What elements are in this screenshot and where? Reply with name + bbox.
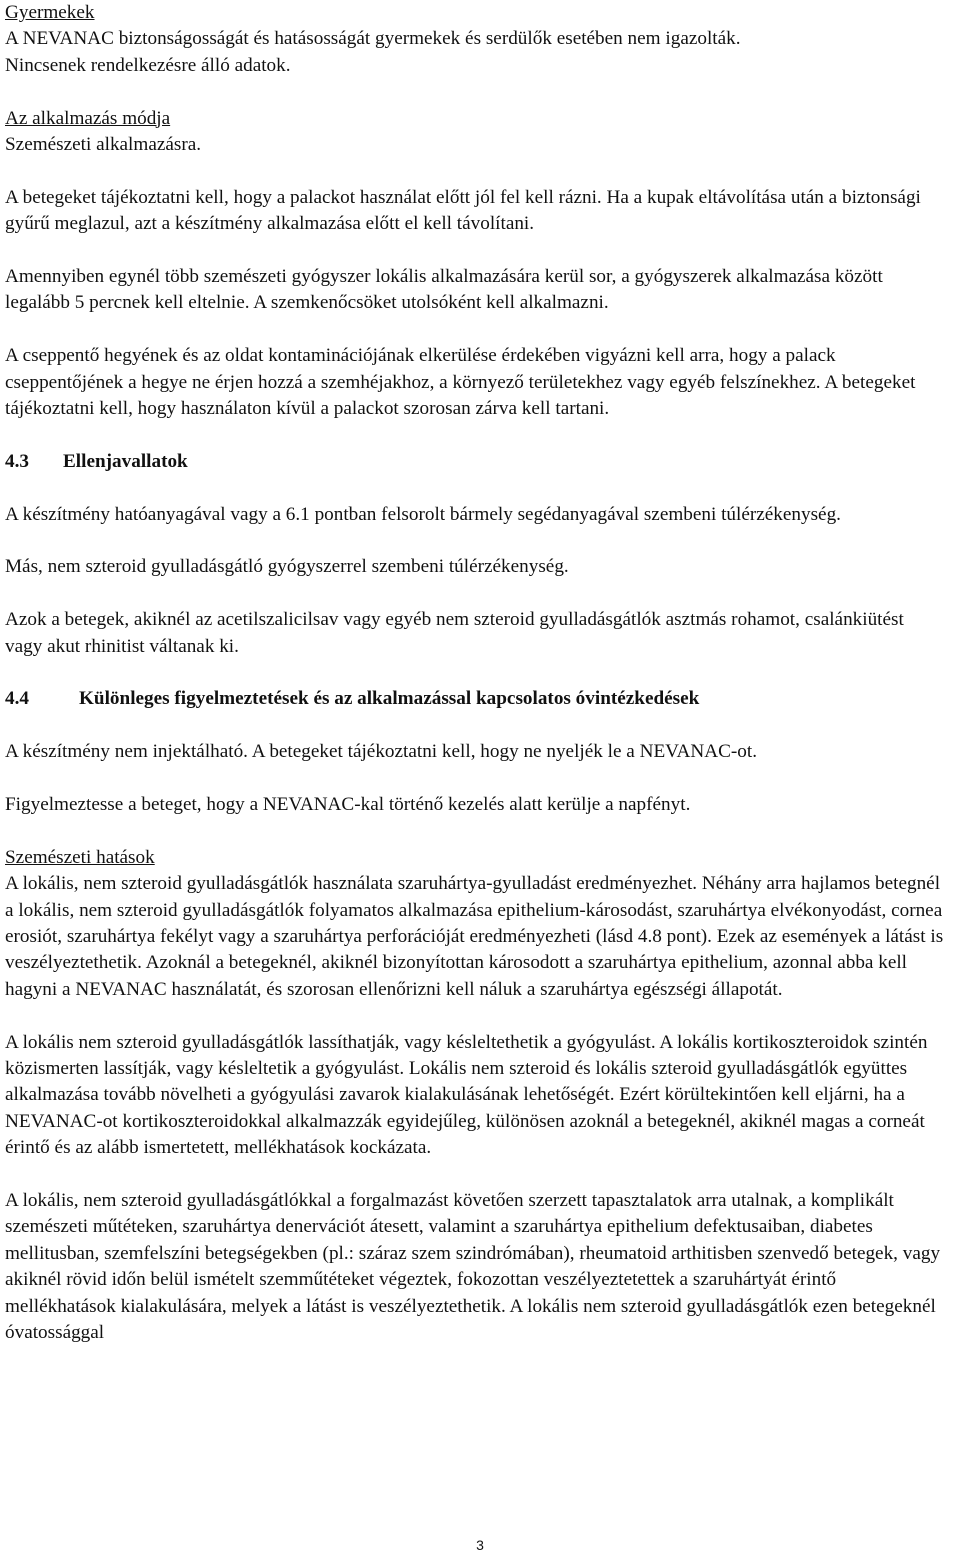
method-heading: Az alkalmazás módja [5, 107, 171, 129]
method-paragraph-1: A betegeket tájékoztatni kell, hogy a palackot használat előtt jól fel kell rázni. Ha a kupak eltávolítása után a biztonsági gyűrű meglazul, azt a készítmény alkalmazása előtt el kell távolítani. [5, 186, 921, 235]
ocular-paragraph-3: A lokális, nem szteroid gyulladásgátlókkal a forgalmazást követően szerzett tapasztalatok arra utalnak, a komplikált szemészeti műtéteken, szaruhártya denervációt átesett, valamint a szaruhártya epithelium defektusaiban, diabetes mellitusban, szemfelszíni betegségekben (pl.: száraz szem szindrómában), rheumatoid arthitisben szenvedő betegek, vagy akiknél rövid időn belül ismételt szemműtéteket végeztek, fokozottan veszélyeztetettek a szaruhártyát érintő mellékhatások kialakulására, melyek a látást is veszélyeztethetik. A lokális nem szteroid gyulladásgátlók ezen betegeknél óvatossággal [5, 1190, 941, 1344]
ocular-paragraph-2: A lokális nem szteroid gyulladásgátlók lassíthatják, vagy késleltethetik a gyógyulást. A lokális kortikoszteroidok szintén közismerten lassítják, vagy késleltetik a gyógyulást. Lokális nem szteroid és lokális szteroid gyulladásgátlók együttes alkalmazása tovább növelheti a gyógyulási zavarok kialakulásának lehetőségét. Ezért körültekintően kell eljárni, ha a NEVANAC-ot kortikoszteroidokkal alkalmazzák egyidejűleg, különösen azoknál a betegeknél, akiknél magas a corneát érintő és az alább ismertetett, mellékhatások kockázata. [5, 1031, 928, 1159]
contraindication-paragraph-3: Azok a betegek, akiknél az acetilszalicilsav vagy egyéb nem szteroid gyulladásgátlók asztmás rohamot, csalánkiütést vagy akut rhinitist váltanak ki. [5, 609, 904, 657]
page-number: 3 [476, 1537, 484, 1553]
method-paragraph-3: A cseppentő hegyének és az oldat kontaminációjának elkerülése érdekében vigyázni kell arra, hogy a palack cseppentőjének a hegye ne érjen hozzá a szemhéjakhoz, a környező területekhez vagy egyéb felszínekhez. A betegeket tájékoztatni kell, hogy használaton kívül a palackot szorosan zárva kell tartani. [5, 345, 916, 420]
section-4-4-heading [5, 686, 945, 712]
section-4-4-number: 4.4 [5, 688, 29, 710]
section-4-3-title: Ellenjavallatok [63, 450, 188, 472]
contraindication-paragraph-1: A készítmény hatóanyagával vagy a 6.1 pontban felsorolt bármely segédanyagával szembeni túlérzékenység. [5, 503, 841, 525]
method-line: Szemészeti alkalmazásra. [5, 134, 202, 156]
ocular-heading: Szemészeti hatások [5, 846, 155, 868]
section-4-3-heading [5, 449, 945, 475]
warning-paragraph-1: A készítmény nem injektálható. A betegeket tájékoztatni kell, hogy ne nyeljék le a NEVANAC-ot. [5, 741, 758, 763]
section-4-3-number: 4.3 [5, 450, 29, 472]
warning-paragraph-2: Figyelmeztesse a beteget, hogy a NEVANAC-kal történő kezelés alatt kerülje a napfényt. [5, 794, 691, 816]
method-paragraph-2: Amennyiben egynél több szemészeti gyógyszer lokális alkalmazására kerül sor, a gyógyszerek alkalmazása között legalább 5 percnek kell eltelnie. A szemkenőcsöket utolsóként kell alkalmazni. [5, 266, 883, 314]
children-line-2: Nincsenek rendelkezésre álló adatok. [5, 54, 291, 76]
children-heading: Gyermekek [5, 2, 95, 23]
children-line-1: A NEVANAC biztonságosságát és hatásosságát gyermekek és serdülők esetében nem igazolták. [5, 28, 741, 50]
ocular-paragraph-1: A lokális, nem szteroid gyulladásgátlók használata szaruhártya-gyulladást eredményezhet. Néhány arra hajlamos betegnél a lokális, nem szteroid gyulladásgátlók folyamatos alkalmazása epithelium-károsodást, szaruhártya elvékonyodást, cornea erosiót, szaruhártya fekélyt vagy a szaruhártya perforációját eredményezheti (lásd 4.8 pont). Ezek az események a látást is veszélyeztethetik. Azoknál a betegeknél, akiknél bizonyítottan károsodott a szaruhártya epithelium, azonnal abba kell hagyni a NEVANAC használatát, és szorosan ellenőrizni kell náluk a szaruhártya egészségi állapotát. [5, 873, 944, 1000]
section-4-4-title: Különleges figyelmeztetések és az alkalmazással kapcsolatos óvintézkedések [79, 688, 700, 710]
document-page [5, 0, 945, 1347]
contraindication-paragraph-2: Más, nem szteroid gyulladásgátló gyógyszerrel szembeni túlérzékenység. [5, 556, 569, 578]
